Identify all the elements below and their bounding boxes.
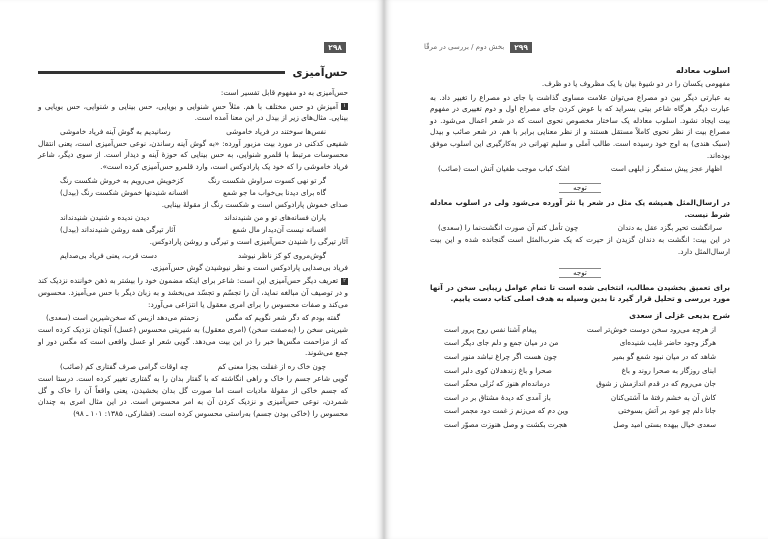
hemistich: دست قرب، یعنی فریاد بی‌صدایم (60, 250, 157, 260)
hemistich: من در میان جمع و دلم جای دیگر است (444, 338, 559, 348)
verse-line (430, 222, 730, 233)
hemistich: نفس‌ها سوختند در فریاد خاموشی (226, 126, 326, 136)
paragraph-text: تعریف دیگر حس‌آمیزی این است: شاعر برای اینکه مضمون خود را بیشتر به ذهن خواننده نزدیک کند و در توصیف آن مبالغه نماید، آن را تجسّم و تجسّد می‌بخشد و به زبان دیگر با حس می‌آمیزد. محسوس می‌کند و صفات محسوس را برای امری معقول یا انتزاعی می‌آورد: (38, 276, 348, 309)
hemistich: وین دم که می‌زنم ز غمت دود مجمر است (444, 406, 569, 416)
hemistich: افسانه نیست آن‌دیدار مال شمع (232, 225, 326, 235)
hemistich: افسانه شنیدنها خموش شکست رنگ (بیدل) (60, 187, 189, 197)
left-running-head (324, 40, 346, 54)
paragraph: فریاد بی‌صدایی پارادوکس است و نظر نیوشیدن گوش حس‌آمیزی. (150, 262, 348, 272)
hemistich: یاران فسانه‌های تو و من شنیدنداند (223, 213, 326, 223)
hemistich: از هرچه می‌رود سخن دوست خوش‌تر است (586, 324, 716, 334)
paragraph: در این بیت: انگشت به دندان گزیدن از حیرت که یک ضرب‌المثل است گنجانده شده و این بیت ارسال‌المثل دارد. (430, 235, 730, 256)
verse-line (38, 212, 348, 223)
hemistich: چه اوقات گرامی صرف گفتاری کم (صائب) (60, 361, 189, 371)
paragraph: گویی شاعر جسم را خاک و راهی انگاشته که با گفتار بدان را به گفتاری تغییر کرده است. درستا است که جسم خاکی از مقولهٔ مادیات است اما صورت گل بدان بخشیدن، یعنی واقعاً آن را خاک و گل شمردن، نوعی حس‌آمیزی و نزدیک کردن آن به امر محسوس است. در این مثال امری به چندان محسوس را (خاکی بودن جسم) به‌راستی محسوس کرده است. (فشارکی، ۱۳۸۵: ۱۰۱ ـ ۹۸) (38, 373, 348, 418)
left-page-number: ۲۹۸ (324, 42, 346, 53)
hemistich: چون خاک ره از غفلت بجزا معنی کم (217, 361, 326, 371)
paragraph: آثار تیرگی را شنیدن حس‌آمیزی است و تیرگی و روشن پارادوکس. (149, 237, 348, 247)
right-page (384, 0, 768, 539)
hemistich: سعدی خیال بیهده بستی امید وصل (613, 419, 716, 429)
note-label-row (430, 260, 730, 282)
note-label-row (430, 175, 730, 197)
hemistich: اشک کباب موجب طغیان آتش است (صائب) (438, 164, 570, 174)
poem-verse (430, 378, 730, 391)
hemistich: زحمتم می‌دهد ازبس که سخن‌شیرین است (سعدی) (46, 313, 199, 323)
hemistich: هرگز وجود حاضر غایب شنیده‌ای (619, 338, 716, 348)
hemistich: رسانیدیم به گوش آینه فریاد خاموشی (60, 126, 171, 136)
number-badge: ۲ (341, 278, 348, 285)
paragraph-text: آمیزش دو حس مختلف با هم. مثلاً حسِ شنوایی و بویایی، حس بینایی و شنوایی، حس بویایی و بینایی. مثال‌های زیر از بیدل در این معنا آمده است. (38, 101, 348, 123)
hemistich: گوش‌مروی کو کز ناظر نیوشد (237, 250, 326, 260)
poem-verse (430, 351, 730, 364)
hemistich: صحرا و باغ زندهدلان کوی دلبر است (444, 365, 552, 375)
verse-line (38, 361, 348, 372)
paragraph: شیرینی سخن را (به‌صفت سخن) (امری معقول) به شیرینی محسوس (عسل) آنچنان نزدیک کرده است که از مزاحمت مگس‌ها خبر را در این بیت می‌دهد. گویی شعر او عسل واقعی است که مگس دور او جمع می‌شوند. (38, 325, 348, 358)
hemistich: جان می‌روم که در قدم اندازمش ز شوق (596, 379, 716, 389)
note-label: توجه (559, 268, 601, 278)
paragraph-numbered (38, 101, 348, 124)
hemistich: گر تو نهی کسوت سراوش شکست رنگ (207, 175, 326, 185)
hemistich: ابنای روزگار به صحرا روند و باغ (621, 365, 716, 375)
hemistich: چون هست اگر چراغ نباشد منور است (444, 351, 557, 361)
hemistich: باز آمدی که دیدهٔ مشتاق بر در است (444, 392, 551, 402)
paragraph: به عبارتی دیگر بین دو مصراع می‌توان علامت مساوی گذاشت یا جای دو مصراع را تغییر داد. به عبارت دیگر هرگاه شاعر بیتی بسراید که با عوض کردن جای مصراع اول و دوم تغییری در مفهوم بیت ایجاد نشود. اسلوب معادله یک ساختار مخصوص نحوی است که در شعر اعمال می‌شود. دو مصراع بیت از نظر نحوی کاملاً مستقل هستند و از نظر معنایی برابر با هم. در شعر صائب و بیدل (سبک هندی) به اوج خود رسیده است. طالب آملی و سلیم تهرانی در به‌کارگیری این اسلوب موفق بوده‌اند. (430, 92, 730, 160)
hemistich: هجرت بکشت و وصل هنوزت مصوّر است (444, 419, 568, 429)
hemistich: پیغام آشنا نفس روح پرور است (444, 324, 537, 334)
hemistich: درمانده‌ام هنوز که نُزلی محقّر است (444, 379, 550, 389)
right-page-number: ۲۹۹ (510, 42, 532, 53)
left-page-content (38, 66, 348, 421)
note-text: در ارسال‌المثل همیشه یک مثل در شعر یا نثر آورده می‌شود ولی در اسلوب معادله شرط نیست. (430, 198, 730, 219)
paragraph: شفیعی کدکنی در مورد بیت مزبور آورده: «به گوش آینه رساندن، نوعی حس‌آمیزی است، یعنی انتقال محسوسات مرتبط با قلمرو شنوایی، به حس بینایی که حوزهٔ آینه و دیدار است. از سوی دیگر، شاعر فریاد خاموشی را که خود یک پارادوکس است، وارد قلمرو حس‌آمیزی کرده است». (38, 138, 348, 171)
hemistich: آثار تیرگی همه روشن شنیدنداند (بیدل) (60, 225, 176, 235)
title-rule (38, 71, 285, 74)
verse-line (38, 250, 348, 261)
paragraph: مفهومی یکسان را در دو شیوهٔ بیان با یک مظروف یا دو ظرف. (541, 79, 730, 88)
poem-title: شرح بدیعی غزلی از سعدی (629, 310, 730, 320)
heading: اسلوب معادله (675, 66, 730, 75)
number-badge: ۱ (341, 103, 348, 110)
hemistich: جانا دلم چو عود بر آتش بسوختی (618, 406, 716, 416)
poem-verse (430, 392, 730, 405)
section-title: حس‌آمیزی (292, 66, 348, 79)
poem-verse (430, 337, 730, 350)
hemistich: کاش آن به خشم رفتهٔ ما آشتی‌کنان (610, 392, 716, 402)
verse-line (38, 187, 348, 198)
poem-verse (430, 405, 730, 418)
poem-verse (430, 419, 730, 432)
hemistich: چون تأمل کنم آن صورت انگشت‌نما را (سعدی) (438, 223, 579, 233)
paragraph: حس‌آمیزی به دو مفهوم قابل تفسیر است: (220, 88, 348, 97)
verse-line (38, 224, 348, 235)
poem-verse (430, 365, 730, 378)
hemistich: گفته بودم که دگر شعر نگویم که مگس (225, 313, 340, 323)
hemistich: کزخویش می‌رویم به خروش شکست رنگ (60, 175, 184, 185)
paragraph: صدای خموش پارادوکس است و شکست رنگ از مقولهٔ بینایی. (161, 199, 348, 209)
running-title: بخش دوم / بررسی در مرقّا (424, 43, 505, 51)
note-label: توجه (559, 183, 601, 193)
verse-line (38, 312, 348, 323)
right-page-content (430, 66, 730, 432)
poem-verse (430, 324, 730, 337)
verse-line (430, 163, 730, 174)
section-title-bar (38, 66, 348, 79)
verse-line (38, 175, 348, 186)
poem (430, 324, 730, 432)
hemistich: دیدن ندیده و شنیدن شنیدنداند (60, 213, 150, 223)
note-text: برای تعمیق بخشیدن مطالب، انتخابی شده است تا تمام عوامل زیبایی سخن در آنها مورد بررسی و تحلیل قرار گیرد تا بدین وسیله به هدف اصلی کتاب دست یابیم. (430, 282, 730, 304)
hemistich: سرانگشت تحیر بگزد عقل به دندان (617, 223, 722, 233)
right-running-head (424, 40, 532, 54)
verse-line (38, 126, 348, 137)
hemistich: شاهد که در میان نبود شمع گو بمیر (612, 351, 716, 361)
hemistich: گاه برای دیدنا بی‌خواب ما جو شمع (223, 187, 326, 197)
hemistich: اظهار عجز پیش ستمگر ز ابلهی است (610, 164, 722, 174)
paragraph-numbered (38, 275, 348, 310)
